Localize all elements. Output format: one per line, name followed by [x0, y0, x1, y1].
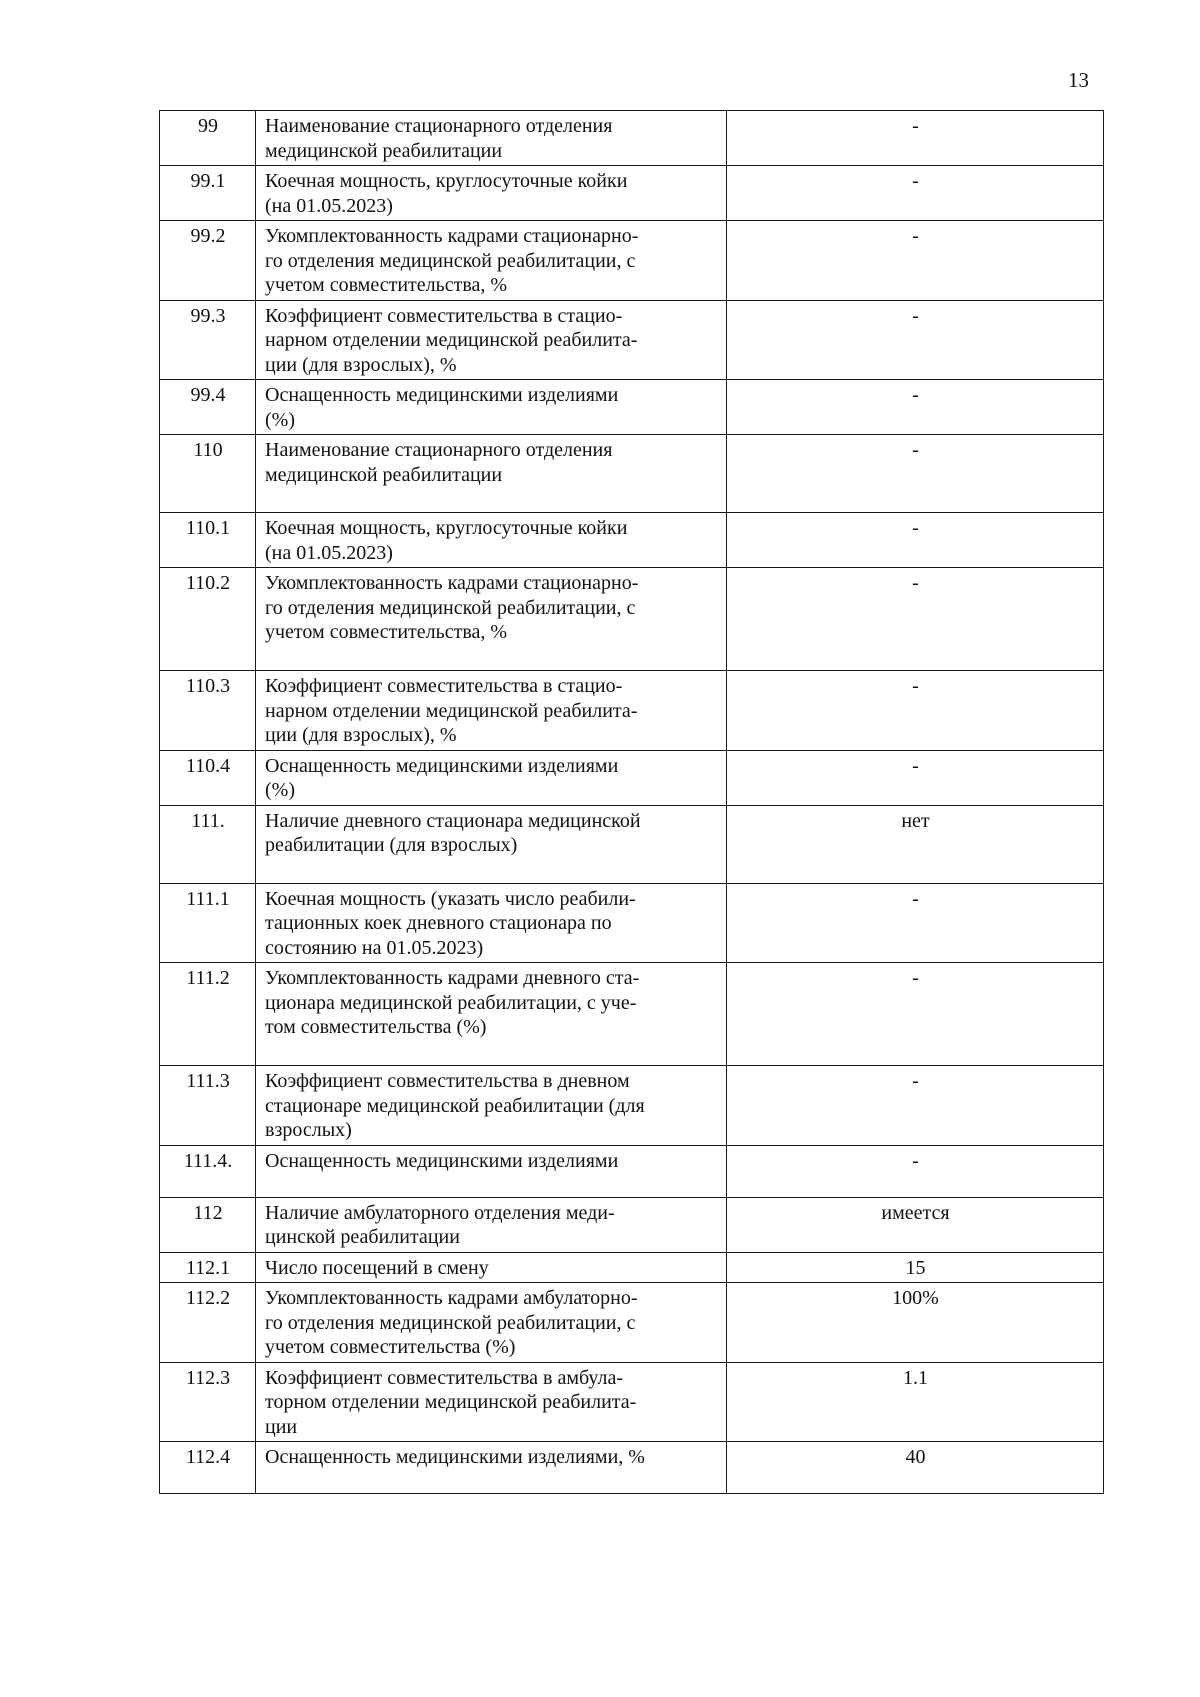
row-description: [256, 380, 727, 435]
table-row: [160, 1442, 1104, 1494]
table-row: [160, 1197, 1104, 1252]
description-line: Коэффициент совместительства в стацио-: [265, 675, 623, 697]
row-value: -: [727, 380, 1104, 435]
description-line: взрослых): [265, 1119, 352, 1141]
description-line: Наличие дневного стационара медицинской: [265, 809, 641, 832]
row-number: 111.2: [160, 963, 256, 1066]
description-line: Укомплектованность кадрами амбулаторно-: [265, 1287, 638, 1309]
row-number: 99.2: [160, 221, 256, 301]
row-number: 110.2: [160, 568, 256, 671]
row-value: -: [727, 1066, 1104, 1146]
description-line: (на 01.05.2023): [265, 541, 393, 564]
description-line: Укомплектованность кадрами дневного ста-: [265, 967, 640, 989]
row-description: [256, 750, 727, 805]
description-line: медицинской реабилитации: [265, 139, 503, 162]
row-description: [256, 568, 727, 671]
description-line: го отделения медицинской реабилитации, с: [265, 1311, 636, 1334]
table-row: [160, 883, 1104, 963]
table-row: [160, 1283, 1104, 1363]
description-line: состоянию на 01.05.2023): [265, 936, 484, 959]
row-number: 112.3: [160, 1362, 256, 1442]
description-line: Коэффициент совместительства в дневном: [265, 1070, 630, 1092]
description-line: го отделения медицинской реабилитации, с: [265, 596, 636, 619]
row-number: 111.1: [160, 883, 256, 963]
row-number: 111.3: [160, 1066, 256, 1146]
description-line: Коечная мощность, круглосуточные койки: [265, 517, 628, 539]
row-value: нет: [727, 805, 1104, 883]
table-row: [160, 166, 1104, 221]
row-value: -: [727, 166, 1104, 221]
row-number: 110.3: [160, 671, 256, 751]
table-row: [160, 750, 1104, 805]
row-value: -: [727, 1145, 1104, 1197]
description-line: нарном отделении медицинской реабилита-: [265, 329, 638, 351]
description-line: Коечная мощность, круглосуточные койки: [265, 170, 628, 192]
row-number: 112.4: [160, 1442, 256, 1494]
description-line: (на 01.05.2023): [265, 194, 393, 217]
row-value: -: [727, 300, 1104, 380]
description-line: (%): [265, 779, 295, 801]
description-line: цинской реабилитации: [265, 1226, 460, 1248]
row-number: 112.1: [160, 1252, 256, 1283]
row-description: [256, 883, 727, 963]
row-value: имеется: [727, 1197, 1104, 1252]
row-description: [256, 671, 727, 751]
row-number: 99.4: [160, 380, 256, 435]
row-description: [256, 1283, 727, 1363]
description-line: Укомплектованность кадрами стационарно-: [265, 225, 639, 247]
description-line: Наличие амбулаторного отделения меди-: [265, 1201, 615, 1224]
description-line: том совместительства (%): [265, 1016, 487, 1038]
row-value: 40: [727, 1442, 1104, 1494]
row-number: 111.: [160, 805, 256, 883]
description-line: го отделения медицинской реабилитации, с: [265, 249, 636, 272]
table-row: [160, 380, 1104, 435]
row-description: [256, 166, 727, 221]
table-body: [160, 111, 1104, 1494]
row-value: -: [727, 435, 1104, 513]
description-line: ции: [265, 1415, 298, 1438]
description-line: Оснащенность медицинскими изделиями: [265, 384, 619, 406]
row-description: [256, 1362, 727, 1442]
table-row: [160, 435, 1104, 513]
description-line: ции (для взрослых), %: [265, 724, 457, 746]
description-line: Наименование стационарного отделения: [265, 439, 613, 461]
description-line: учетом совместительства, %: [265, 621, 508, 643]
row-number: 99.1: [160, 166, 256, 221]
row-description: [256, 963, 727, 1066]
page-number: 13: [1068, 68, 1089, 92]
description-line: (%): [265, 408, 295, 431]
row-description: [256, 1252, 727, 1283]
description-line: Число посещений в смену: [265, 1256, 489, 1279]
row-value: -: [727, 111, 1104, 166]
row-description: [256, 805, 727, 883]
row-number: 99: [160, 111, 256, 166]
table-row: [160, 671, 1104, 751]
description-line: Коэффициент совместительства в амбула-: [265, 1366, 624, 1389]
row-number: 110.1: [160, 513, 256, 568]
table-row: [160, 1145, 1104, 1197]
row-description: [256, 111, 727, 166]
row-value: -: [727, 750, 1104, 805]
description-line: Коечная мощность (указать число реабили-: [265, 887, 636, 910]
row-number: 111.4.: [160, 1145, 256, 1197]
row-description: [256, 1442, 727, 1494]
description-line: учетом совместительства, %: [265, 274, 508, 296]
row-description: [256, 435, 727, 513]
row-value: -: [727, 671, 1104, 751]
description-line: Оснащенность медицинскими изделиями, %: [265, 1446, 645, 1468]
description-line: тационных коек дневного стационара по: [265, 912, 612, 934]
row-description: [256, 1197, 727, 1252]
description-line: Коэффициент совместительства в стацио-: [265, 304, 623, 327]
row-description: [256, 513, 727, 568]
row-value: -: [727, 221, 1104, 301]
description-line: стационаре медицинской реабилитации (для: [265, 1094, 645, 1117]
table-row: [160, 1252, 1104, 1283]
row-value: 1.1: [727, 1362, 1104, 1442]
description-line: торном отделении медицинской реабилита-: [265, 1391, 637, 1413]
row-number: 112.2: [160, 1283, 256, 1363]
row-description: [256, 221, 727, 301]
table-row: [160, 963, 1104, 1066]
row-value: 100%: [727, 1283, 1104, 1363]
table-row: [160, 1066, 1104, 1146]
description-line: реабилитации (для взрослых): [265, 834, 518, 856]
row-number: 110.4: [160, 750, 256, 805]
row-value: -: [727, 513, 1104, 568]
description-line: Оснащенность медицинскими изделиями: [265, 1149, 619, 1172]
description-line: учетом совместительства (%): [265, 1336, 516, 1358]
row-value: -: [727, 963, 1104, 1066]
table-row: [160, 111, 1104, 166]
table-row: [160, 513, 1104, 568]
description-line: ционара медицинской реабилитации, с уче-: [265, 991, 637, 1014]
description-line: нарном отделении медицинской реабилита-: [265, 699, 638, 722]
description-line: медицинской реабилитации: [265, 463, 503, 486]
row-description: [256, 300, 727, 380]
description-line: Наименование стационарного отделения: [265, 115, 613, 137]
table-row: [160, 221, 1104, 301]
row-value: -: [727, 568, 1104, 671]
description-line: Оснащенность медицинскими изделиями: [265, 754, 619, 777]
table-row: [160, 568, 1104, 671]
row-value: 15: [727, 1252, 1104, 1283]
row-description: [256, 1145, 727, 1197]
description-line: Укомплектованность кадрами стационарно-: [265, 572, 639, 594]
indicators-table: [159, 110, 1104, 1494]
table-row: [160, 300, 1104, 380]
row-number: 112: [160, 1197, 256, 1252]
row-description: [256, 1066, 727, 1146]
row-value: -: [727, 883, 1104, 963]
row-number: 99.3: [160, 300, 256, 380]
description-line: ции (для взрослых), %: [265, 353, 457, 376]
table-row: [160, 1362, 1104, 1442]
table-row: [160, 805, 1104, 883]
row-number: 110: [160, 435, 256, 513]
